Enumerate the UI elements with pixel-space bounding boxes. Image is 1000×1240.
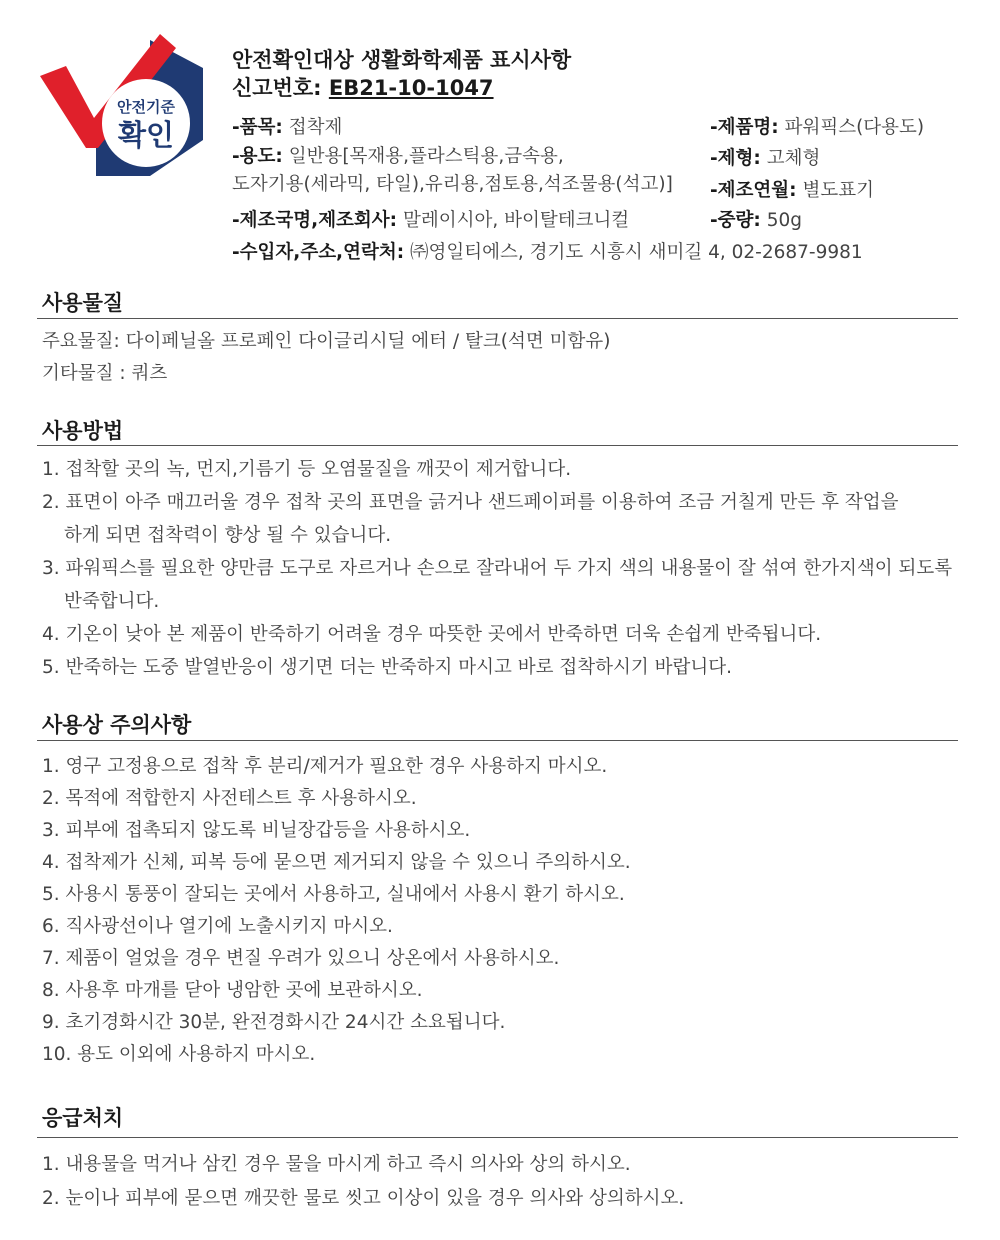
info-importer-label: -수입자,주소,연락처: bbox=[232, 242, 405, 263]
info-use-value: 일반용[목재용,플라스틱용,금속용, bbox=[288, 146, 564, 167]
caution-line: 7. 제품이 얼었을 경우 변질 우려가 있으니 상온에서 사용하시오. bbox=[42, 948, 560, 969]
info-origin bbox=[232, 208, 629, 234]
materials-line: 기타물질 : 쿼츠 bbox=[42, 363, 168, 384]
method-line: 3. 파워픽스를 필요한 양만큼 도구로 자르거나 손으로 잘라내어 두 가지 색의 내용물이 잘 섞여 한가지색이 되도록 bbox=[42, 558, 953, 579]
label-title: 안전확인대상 생활화학제품 표시사항 bbox=[232, 48, 572, 72]
info-form bbox=[710, 146, 820, 172]
section-divider bbox=[37, 318, 958, 319]
materials-line: 주요물질: 다이페닐올 프로페인 다이글리시딜 에터 / 탈크(석면 미함유) bbox=[42, 331, 611, 352]
info-manufacture-date-label: -제조연월: bbox=[710, 180, 797, 201]
caution-line: 10. 용도 이외에 사용하지 마시오. bbox=[42, 1044, 316, 1065]
report-number-label: 신고번호: bbox=[232, 76, 322, 100]
info-form-label: -제형: bbox=[710, 148, 761, 169]
method-line: 4. 기온이 낮아 본 제품이 반죽하기 어려울 경우 따뜻한 곳에서 반죽하면 더욱 손쉽게 반죽됩니다. bbox=[42, 624, 822, 645]
info-origin-label: -제조국명,제조회사: bbox=[232, 210, 398, 231]
info-product-name-label: -제품명: bbox=[710, 117, 779, 138]
section-title-first-aid: 응급처치 bbox=[42, 1106, 124, 1130]
logo-text-main: 확인 bbox=[117, 118, 175, 152]
section-divider bbox=[37, 445, 958, 446]
info-weight bbox=[710, 208, 802, 234]
info-product-name bbox=[710, 115, 924, 141]
info-origin-value: 말레이시아, 바이탈테크니컬 bbox=[402, 210, 630, 231]
report-number-line bbox=[232, 72, 494, 102]
safety-check-logo bbox=[38, 28, 208, 198]
info-item-label: -품목: bbox=[232, 117, 283, 138]
info-use-continued bbox=[232, 172, 673, 198]
caution-line: 4. 접착제가 신체, 피복 등에 묻으면 제거되지 않을 수 있으니 주의하시오. bbox=[42, 852, 631, 873]
method-line: 반죽합니다. bbox=[64, 591, 160, 612]
info-weight-value: 50g bbox=[766, 210, 803, 231]
section-divider bbox=[37, 1137, 958, 1138]
caution-line: 9. 초기경화시간 30분, 완전경화시간 24시간 소요됩니다. bbox=[42, 1012, 506, 1033]
section-title-materials: 사용물질 bbox=[42, 291, 124, 315]
section-divider bbox=[37, 740, 958, 741]
logo-text-top: 안전기준 bbox=[117, 98, 175, 116]
info-importer-value: ㈜영일티에스, 경기도 시흥시 새미길 4, 02-2687-9981 bbox=[410, 242, 863, 263]
report-number: EB21-10-1047 bbox=[328, 76, 494, 100]
first-aid-line: 1. 내용물을 먹거나 삼킨 경우 물을 마시게 하고 즉시 의사와 상의 하시오. bbox=[42, 1154, 631, 1175]
method-line: 2. 표면이 아주 매끄러울 경우 접착 곳의 표면을 긁거나 샌드페이퍼를 이용하여 조금 거칠게 만든 후 작업을 bbox=[42, 492, 899, 513]
info-item-value: 접착제 bbox=[288, 117, 343, 138]
caution-line: 1. 영구 고정용으로 접착 후 분리/제거가 필요한 경우 사용하지 마시오. bbox=[42, 756, 608, 777]
method-line: 하게 되면 접착력이 향상 될 수 있습니다. bbox=[64, 525, 392, 546]
info-item bbox=[232, 115, 342, 141]
section-title-method: 사용방법 bbox=[42, 419, 124, 443]
first-aid-line: 2. 눈이나 피부에 묻으면 깨끗한 물로 씻고 이상이 있을 경우 의사와 상의하시오. bbox=[42, 1188, 685, 1209]
caution-line: 8. 사용후 마개를 닫아 냉암한 곳에 보관하시오. bbox=[42, 980, 423, 1001]
info-manufacture-date bbox=[710, 178, 874, 204]
info-use-value-2: 도자기용(세라믹, 타일),유리용,점토용,석조물용(석고)] bbox=[232, 174, 673, 195]
info-product-name-value: 파워픽스(다용도) bbox=[784, 117, 925, 138]
info-weight-label: -중량: bbox=[710, 210, 761, 231]
info-form-value: 고체형 bbox=[766, 148, 821, 169]
info-manufacture-date-value: 별도표기 bbox=[802, 180, 874, 201]
info-use bbox=[232, 144, 564, 170]
info-importer bbox=[232, 240, 863, 266]
method-line: 1. 접착할 곳의 녹, 먼지,기름기 등 오염물질을 깨끗이 제거합니다. bbox=[42, 459, 572, 480]
caution-line: 2. 목적에 적합한지 사전테스트 후 사용하시오. bbox=[42, 788, 417, 809]
label-header bbox=[0, 0, 1000, 275]
info-use-label: -용도: bbox=[232, 146, 283, 167]
caution-line: 6. 직사광선이나 열기에 노출시키지 마시오. bbox=[42, 916, 393, 937]
section-title-cautions: 사용상 주의사항 bbox=[42, 713, 192, 737]
method-line: 5. 반죽하는 도중 발열반응이 생기면 더는 반죽하지 마시고 바로 접착하시기 바랍니다. bbox=[42, 657, 732, 678]
caution-line: 3. 피부에 접촉되지 않도록 비닐장갑등을 사용하시오. bbox=[42, 820, 471, 841]
caution-line: 5. 사용시 통풍이 잘되는 곳에서 사용하고, 실내에서 사용시 환기 하시오. bbox=[42, 884, 625, 905]
